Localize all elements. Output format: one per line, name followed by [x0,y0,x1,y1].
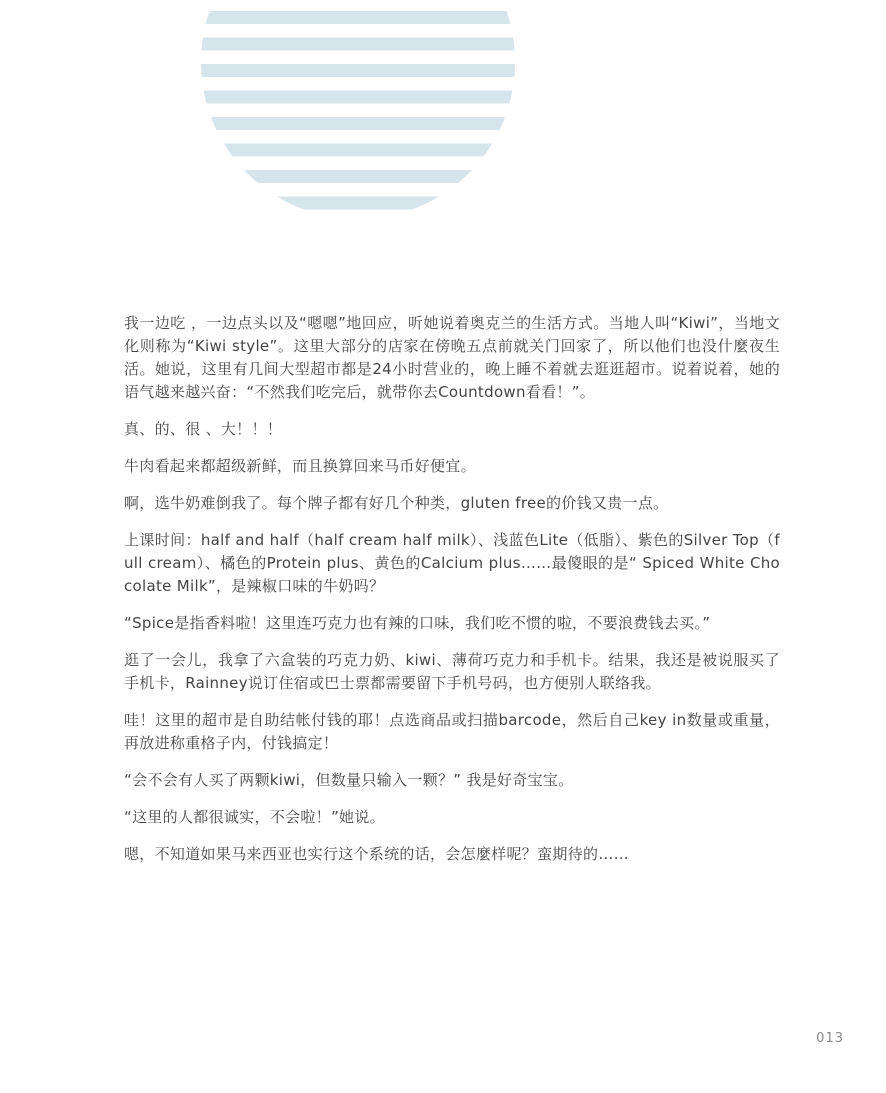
paragraph: 真、的、很 、大！！！ [124,420,283,438]
stripe [201,117,515,130]
paragraph: 哇！这里的超市是自助结帐付钱的耶！点选商品或扫描barcode，然后自己key in数量或重量，再放进称重格子内，付钱搞定！ [124,711,780,752]
stripe [201,144,515,157]
paragraph: 我一边吃 ，一边点头以及“嗯嗯”地回应，听她说着奥克兰的生活方式。当地人叫“Kiwi”，当地文化则称为“Kiwi style”。这里大部分的店家在傍晚五点前就关门回家了，所以他们也没什麼夜生活。她说，这里有几间大型超市都是24小时营业的，晚上睡不着就去逛逛超市。说着说着，她的语气越来越兴奋：“不然我们吃完后，就带你去Countdown看看！”。 [124,314,780,401]
stripe [201,197,515,210]
paragraph: 牛肉看起来都超级新鲜，而且换算回来马币好便宜。 [124,457,476,475]
circle-stripes [201,0,515,210]
page-number: 013 [816,1031,844,1046]
paragraph: “Spice是指香料啦！这里连巧克力也有辣的口味，我们吃不惯的啦，不要浪费钱去买。” [124,614,711,632]
article-body [124,312,780,880]
stripe [201,11,515,24]
paragraph: 逛了一会儿，我拿了六盒装的巧克力奶、kiwi、薄荷巧克力和手机卡。结果，我还是被说服买了手机卡，Rainney说订住宿或巴士票都需要留下手机号码，也方便别人联络我。 [124,651,780,692]
stripe [201,170,515,183]
stripe [201,64,515,77]
paragraph: 上课时间：half and half（half cream half milk）、浅蓝色Lite（低脂）、紫色的Silver Top（full cream）、橘色的Protein plus、黄色的Calcium plus……最傻眼的是“ Spiced White Chocolate Milk”，是辣椒口味的牛奶吗？ [124,531,780,595]
paragraph: 啊，选牛奶难倒我了。每个牌子都有好几个种类，gluten free的价钱又贵一点。 [124,494,669,512]
paragraph: 嗯，不知道如果马来西亚也实行这个系统的话，会怎麼样呢？蛮期待的…… [124,845,629,863]
stripe [201,38,515,51]
paragraph: “会不会有人买了两颗kiwi，但数量只输入一颗？” 我是好奇宝宝。 [124,771,574,789]
stripe [201,91,515,104]
paragraph: “这里的人都很诚实，不会啦！”她说。 [124,808,385,826]
striped-circle-icon [201,0,515,219]
